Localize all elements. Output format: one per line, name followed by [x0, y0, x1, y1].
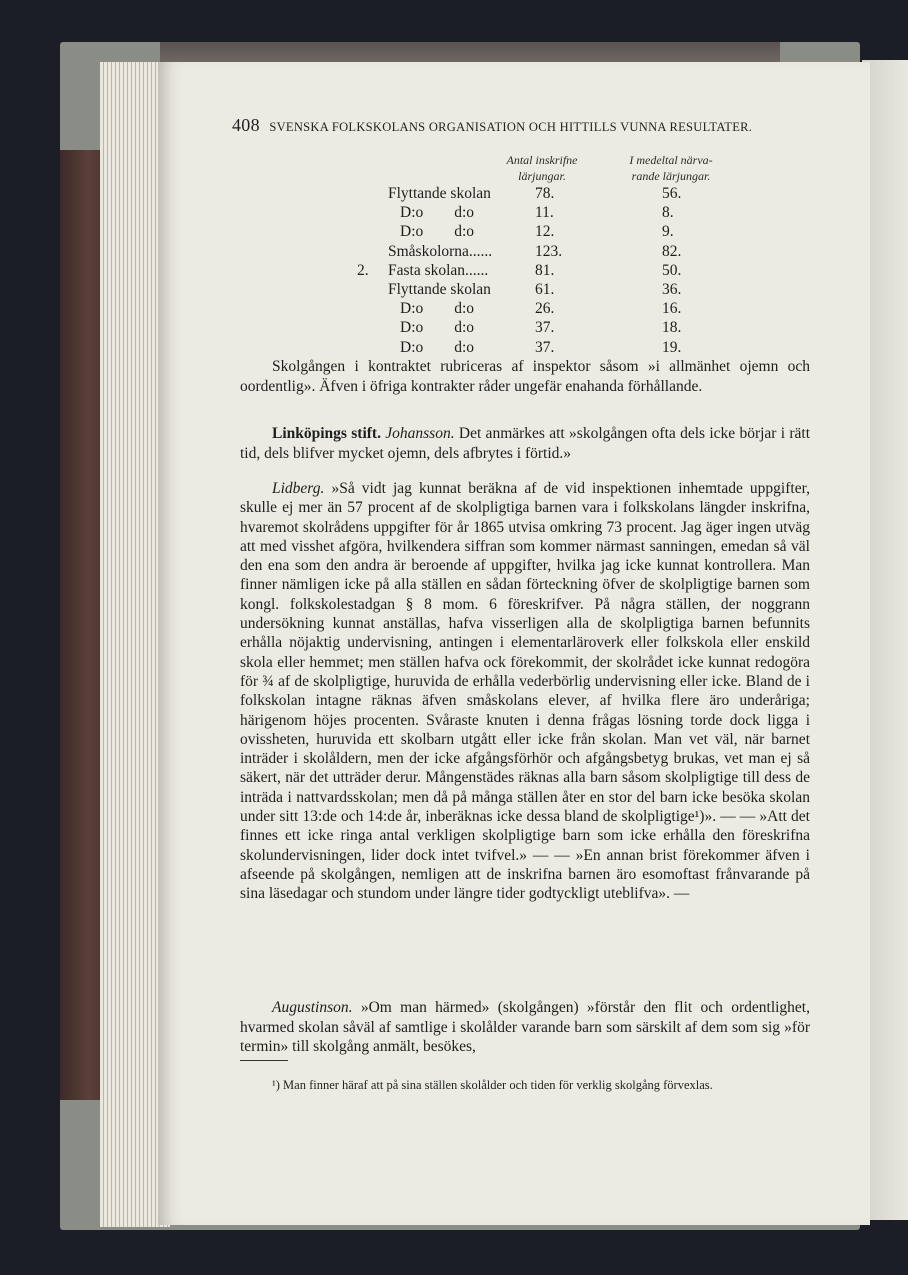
- cover-top-edge: [160, 42, 780, 64]
- inspector-name: Johansson.: [385, 425, 455, 442]
- table-cell-label: Flyttande skolan: [388, 281, 491, 298]
- table-cell-label: D:o d:o: [400, 223, 475, 241]
- table-row: [240, 281, 800, 300]
- table-cell-present: 9.: [662, 223, 674, 241]
- table-cell-label: Fasta skolan......: [388, 261, 489, 279]
- table-row: [240, 262, 800, 281]
- table-cell-enrolled: 123.: [535, 242, 563, 260]
- running-header: [232, 115, 812, 139]
- table-cell-present: 56.: [662, 185, 682, 202]
- footnote-rule: [240, 1060, 288, 1061]
- table-cell-present: 8.: [662, 204, 674, 222]
- table-row: [240, 339, 800, 358]
- table-cell-present: 16.: [662, 300, 682, 318]
- table-row: [240, 223, 800, 242]
- table-cell-label: D:o d:o: [400, 300, 475, 318]
- table-cell-label: Flyttande skolan: [388, 185, 491, 202]
- table-cell-enrolled: 61.: [535, 281, 555, 298]
- table-cell-enrolled: 12.: [535, 223, 555, 241]
- table-cell-enrolled: 78.: [535, 185, 555, 202]
- table-cell-marker: 2.: [357, 261, 369, 279]
- table-row: [240, 319, 800, 338]
- table-cell-enrolled: 37.: [535, 338, 555, 356]
- table-cell-enrolled: 81.: [535, 261, 555, 279]
- paragraph-1: Skolgången i kontraktet rubriceras af inspektor såsom »i allmänhet ojemn och oordentlig». Äfven i öfriga kontrakter råder ungefär enahanda förhållande.: [240, 358, 810, 395]
- paragraph-3: Lidberg. »Så vidt jag kunnat beräkna af de vid inspektionen inhemtade uppgifter, skulle ej mer än 57 procent af de skolpligtiga barnen vara i folkskolans längder inskrifna, hvaremot skolrådens uppgifter för år 1865 utvisa omkring 73 procent. Jag äger ingen utväg att med visshet afgöra, hvilkendera siffran som kommer närmast sanningen, emedan så väl den ena som den andra är beroende af uppgifter, hvilka jag icke kunnat kontrollera. Man finner nämligen icke på alla ställen en sådan förteckning öfver de skolpligtige barnen som kongl. folkskolestadgan § 8 mom. 6 föreskrifver. På några ställen, der noggrann undersökning kunnat anställas, hafva visserligen alla de skolpligtiga barnen befunnits erhålla nöjaktig undervisning, antingen i elementarläroverk eller folkskola eller enskild skola eller hemmet; men ställen hafva ock förekommit, der skolrådet icke kunnat redogöra för ¾ af de skolpligtige, huruvida de erhålla vederbörlig undervisning eller icke. Bland de i folkskolan intagne räknas äfven småskolans elever, af hvilka flere äro underåriga; härigenom höjes procenten. Svåraste knuten i denna frågas lösning torde dock ligga i ovissheten, huruvida ett skolbarn utgått eller icke från skolan. Man vet väl, när barnet inträder i skolåldern, men der icke afgångsförhör och afgångsbetyg brukas, vet man ej så säkert, när det utträder derur. Mångenstädes räknas alla barn såsom skolpligtige till dess de inträda i nattvardsskolan; men då på många ställen åter en stor del barn icke besöka skolan under sitt 13:de och 14:de år, inberäknas icke dessa bland de skolpligtige¹)». — — »Att det finnes ett icke ringa antal verkligen skolpligtige barn som icke erhålla den föreskrifna skolundervisningen, lider dock intet tvifvel.» — — »En annan brist förekommer äfven i afseende på skolgången, nemligen att de inskrifna barnen äro esomoftast frånvarande på sina läsedagar och stundom under längre tider godtyckligt uteblifva». —: [240, 480, 810, 903]
- table-row: [240, 185, 800, 204]
- table-cell-enrolled: 37.: [535, 319, 555, 337]
- table-row: [240, 243, 800, 262]
- table-cell-enrolled: 26.: [535, 300, 555, 318]
- paragraph-2: Linköpings stift. Johansson. Det anmärkes att »skolgången ofta dels icke börjar i rätt tid, dels blifver mycket ojemn, dels afbrytes i förtid.»: [240, 425, 810, 462]
- inspector-name: Lidberg.: [272, 480, 325, 497]
- table-cell-label: D:o d:o: [400, 338, 475, 356]
- table-cell-label: D:o d:o: [400, 204, 475, 222]
- inspector-name: Augustinson.: [272, 999, 353, 1016]
- table-cell-present: 36.: [662, 281, 682, 298]
- page-number: 408: [232, 115, 260, 135]
- section-heading: Linköpings stift.: [272, 425, 381, 442]
- table-cell-present: 82.: [662, 242, 682, 260]
- table-col-header-enrolled: Antal inskrifne lärjungar.: [506, 153, 578, 183]
- table-cell-present: 50.: [662, 261, 682, 279]
- table-cell-present: 18.: [662, 319, 682, 337]
- table-cell-enrolled: 11.: [535, 204, 554, 222]
- table-col-header-present: I medeltal närva- rande lärjungar.: [629, 153, 713, 183]
- paragraph-4: Augustinson. »Om man härmed» (skolgången) »förstår den flit och ordentlighet, hvarmed skolan såväl af samtlige i skolålder varande barn som särskilt af dem som sig »för termin» till skolgång anmält, besökes,: [240, 999, 810, 1055]
- table-cell-present: 19.: [662, 338, 682, 356]
- table-cell-label: D:o d:o: [400, 319, 475, 337]
- table-row: [240, 300, 800, 319]
- table-cell-label: Småskolorna......: [388, 242, 493, 260]
- running-title: SVENSKA FOLKSKOLANS ORGANISATION OCH HITTILLS VUNNA RESULTATER.: [269, 120, 753, 134]
- footnote: ¹) Man finner häraf att på sina ställen skolålder och tiden för verklig skolgång förvexlas.: [272, 1078, 713, 1092]
- table-row: [240, 204, 800, 223]
